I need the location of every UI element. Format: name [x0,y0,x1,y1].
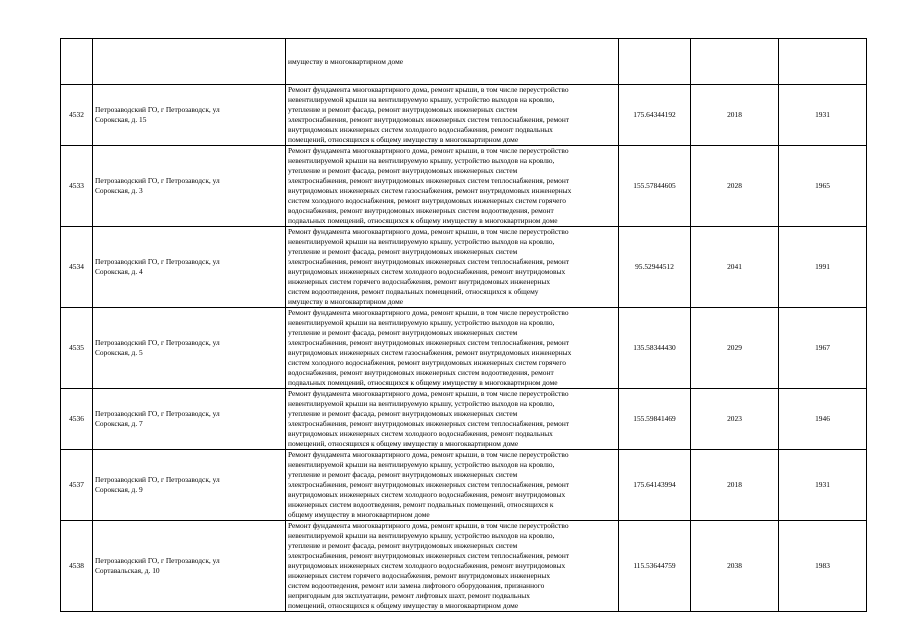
build-year-cell: 1991 [779,227,867,308]
work-line: систем холодного водоснабжения, ремонт внутридомовых инженерных систем горячего [288,196,566,205]
address-line: Сорокская, д. 7 [95,419,143,428]
address-line: Сорокская, д. 4 [95,267,143,276]
address-line: Сорокская, д. 5 [95,348,143,357]
work-line: Ремонт фундамента многоквартирного дома, ремонт крыши, в том числе переустройство [288,521,569,530]
area-cell: 175.64344192 [619,85,691,146]
row-number-cell: 4537 [61,450,93,521]
address-line: Сорокская, д. 15 [95,115,147,124]
row-number-cell: 4535 [61,308,93,389]
work-line: утепление и ремонт фасада, ремонт внутридомовых инженерных систем [288,541,518,550]
table-row [61,85,867,146]
area-cell: 95.52944512 [619,227,691,308]
work-line: невентилируемой крыши на вентилируемую крышу, устройство выходов на кровлю, [288,460,555,469]
work-line: электроснабжения, ремонт внутридомовых инженерных систем теплоснабжения, ремонт [288,419,570,428]
work-line: внутридомовых инженерных систем холодного водоснабжения, ремонт внутридомовых [288,561,566,570]
address-line: Сорокская, д. 9 [95,485,143,494]
address-line: Петрозаводский ГО, г Петрозаводск, ул [95,257,220,266]
table-body [61,39,867,612]
work-line: имуществу в многоквартирном доме [288,297,404,306]
work-line: инженерных систем горячего водоснабжения, ремонт внутридомовых инженерных [288,277,551,286]
planned-year-cell: 2023 [691,389,779,450]
address-cell [93,39,286,85]
address-cell [93,146,286,227]
table-row [61,389,867,450]
works-cell [286,39,619,85]
work-line: невентилируемой крыши на вентилируемую крышу, устройство выходов на кровлю, [288,95,555,104]
works-cell [286,146,619,227]
work-line: водоснабжения, ремонт внутридомовых инженерных систем водоотведения, ремонт [288,368,554,377]
work-line: электроснабжения, ремонт внутридомовых инженерных систем теплоснабжения, ремонт [288,338,570,347]
build-year-cell: 1965 [779,146,867,227]
work-line: Ремонт фундамента многоквартирного дома, ремонт крыши, в том числе переустройство [288,85,569,94]
work-line: непригодным для эксплуатации, ремонт лифтовых шахт, ремонт подвальных [288,591,530,600]
address-line: Петрозаводский ГО, г Петрозаводск, ул [95,475,220,484]
address-cell [93,85,286,146]
works-cell [286,308,619,389]
planned-year-cell: 2041 [691,227,779,308]
address-cell [93,389,286,450]
address-cell [93,450,286,521]
work-line: утепление и ремонт фасада, ремонт внутридомовых инженерных систем [288,409,518,418]
capital-repair-table [60,38,867,612]
planned-year-cell: 2028 [691,146,779,227]
work-line: подвальных помещений, относящихся к общему имуществу в многоквартирном доме [288,216,558,225]
work-line: невентилируемой крыши на вентилируемую крышу, устройство выходов на кровлю, [288,237,555,246]
work-line: имуществу в многоквартирном доме [288,56,404,66]
work-line: утепление и ремонт фасада, ремонт внутридомовых инженерных систем [288,105,518,114]
address-line: Петрозаводский ГО, г Петрозаводск, ул [95,556,220,565]
planned-year-cell: 2018 [691,85,779,146]
work-line: систем водоотведения, ремонт или замена лифтового оборудования, признанного [288,581,545,590]
work-line: Ремонт фундамента многоквартирного дома, ремонт крыши, в том числе переустройство [288,308,569,317]
work-line: невентилируемой крыши на вентилируемую крышу, устройство выходов на кровлю, [288,318,555,327]
address-line: Петрозаводский ГО, г Петрозаводск, ул [95,409,220,418]
work-line: утепление и ремонт фасада, ремонт внутридомовых инженерных систем [288,328,518,337]
planned-year-cell [691,39,779,85]
work-line: электроснабжения, ремонт внутридомовых инженерных систем теплоснабжения, ремонт [288,257,570,266]
address-line: Сорокская, д. 3 [95,186,143,195]
build-year-cell: 1931 [779,450,867,521]
area-cell: 115.53644759 [619,521,691,612]
work-line: утепление и ремонт фасада, ремонт внутридомовых инженерных систем [288,247,518,256]
work-line: помещений, относящихся к общему имуществу в многоквартирном доме [288,135,519,144]
work-line: Ремонт фундамента многоквартирного дома, ремонт крыши, в том числе переустройство [288,146,569,155]
planned-year-cell: 2018 [691,450,779,521]
work-line: утепление и ремонт фасада, ремонт внутридомовых инженерных систем [288,166,518,175]
work-line: общему имуществу в многоквартирном доме [288,510,430,519]
address-line: Петрозаводский ГО, г Петрозаводск, ул [95,338,220,347]
address-cell [93,227,286,308]
work-line: подвальных помещений, относящихся к общему имуществу в многоквартирном доме [288,378,558,387]
work-line: инженерных систем водоотведения, ремонт подвальных помещений, относящихся к [288,500,554,509]
row-number-cell: 4534 [61,227,93,308]
area-cell [619,39,691,85]
area-cell: 175.64143994 [619,450,691,521]
work-line: невентилируемой крыши на вентилируемую крышу, устройство выходов на кровлю, [288,531,555,540]
work-line: утепление и ремонт фасада, ремонт внутридомовых инженерных систем [288,470,518,479]
address-cell [93,521,286,612]
planned-year-cell: 2038 [691,521,779,612]
work-line: Ремонт фундамента многоквартирного дома, ремонт крыши, в том числе переустройство [288,450,569,459]
row-number-cell: 4536 [61,389,93,450]
work-line: невентилируемой крыши на вентилируемую крышу, устройство выходов на кровлю, [288,156,555,165]
work-line: внутридомовых инженерных систем холодного водоснабжения, ремонт подвальных [288,125,553,134]
address-line: Петрозаводский ГО, г Петрозаводск, ул [95,105,220,114]
works-cell [286,389,619,450]
build-year-cell: 1931 [779,85,867,146]
row-number-cell [61,39,93,85]
works-cell [286,521,619,612]
work-line: водоснабжения, ремонт внутридомовых инженерных систем водоотведения, ремонт [288,206,554,215]
build-year-cell: 1946 [779,389,867,450]
address-line: Сортавальская, д. 10 [95,566,160,575]
work-line: внутридомовых инженерных систем газоснабжения, ремонт внутридомовых инженерных [288,348,572,357]
build-year-cell [779,39,867,85]
work-line: внутридомовых инженерных систем холодного водоснабжения, ремонт подвальных [288,429,553,438]
address-line: Петрозаводский ГО, г Петрозаводск, ул [95,176,220,185]
build-year-cell: 1967 [779,308,867,389]
work-line: инженерных систем горячего водоснабжения, ремонт внутридомовых инженерных [288,571,551,580]
area-cell: 135.58344430 [619,308,691,389]
table-row [61,521,867,612]
works-cell [286,450,619,521]
table-row [61,227,867,308]
works-cell [286,227,619,308]
work-line: внутридомовых инженерных систем газоснабжения, ремонт внутридомовых инженерных [288,186,572,195]
work-line: невентилируемой крыши на вентилируемую крышу, устройство выходов на кровлю, [288,399,555,408]
table-row [61,450,867,521]
area-cell: 155.57844605 [619,146,691,227]
table-row [61,39,867,85]
works-cell [286,85,619,146]
planned-year-cell: 2029 [691,308,779,389]
work-line: Ремонт фундамента многоквартирного дома, ремонт крыши, в том числе переустройство [288,389,569,398]
work-line: помещений, относящихся к общему имуществу в многоквартирном доме [288,601,519,610]
build-year-cell: 1983 [779,521,867,612]
work-line: электроснабжения, ремонт внутридомовых инженерных систем теплоснабжения, ремонт [288,551,570,560]
area-cell: 155.59841469 [619,389,691,450]
work-line: внутридомовых инженерных систем холодного водоснабжения, ремонт внутридомовых [288,490,566,499]
work-line: Ремонт фундамента многоквартирного дома, ремонт крыши, в том числе переустройство [288,227,569,236]
work-line: помещений, относящихся к общему имуществу в многоквартирном доме [288,439,519,448]
table-row [61,146,867,227]
work-line: систем водоотведения, ремонт подвальных помещений, относящихся к общему [288,287,539,296]
work-line: электроснабжения, ремонт внутридомовых инженерных систем теплоснабжения, ремонт [288,176,570,185]
address-cell [93,308,286,389]
work-line: электроснабжения, ремонт внутридомовых инженерных систем теплоснабжения, ремонт [288,115,570,124]
work-line: систем холодного водоснабжения, ремонт внутридомовых инженерных систем горячего [288,358,566,367]
row-number-cell: 4538 [61,521,93,612]
row-number-cell: 4532 [61,85,93,146]
table-row [61,308,867,389]
row-number-cell: 4533 [61,146,93,227]
work-line: внутридомовых инженерных систем холодного водоснабжения, ремонт внутридомовых [288,267,566,276]
work-line: электроснабжения, ремонт внутридомовых инженерных систем теплоснабжения, ремонт [288,480,570,489]
